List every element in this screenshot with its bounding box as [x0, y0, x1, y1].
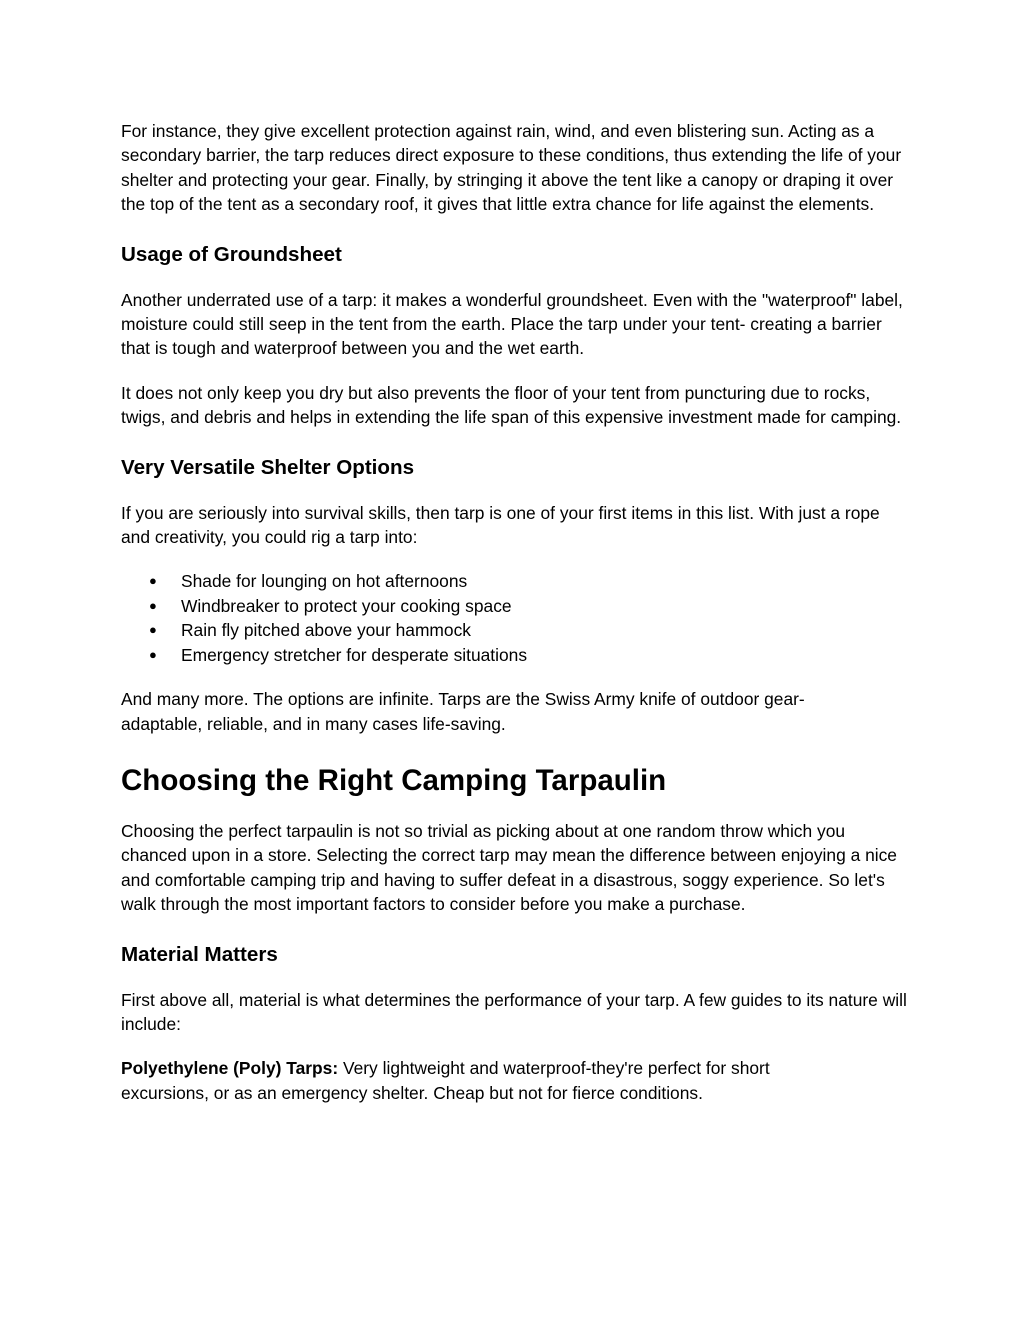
- material-paragraph: First above all, material is what determines the performance of your tarp. A few guides to its nature will include:: [121, 989, 907, 1034]
- list-item-text: Shade for lounging on hot afternoons: [181, 571, 468, 592]
- shelter-closing-paragraph: And many more. The options are infinite. Tarps are the Swiss Army knife of outdoor gear-adaptable, reliable, and in many cases life-saving.: [121, 689, 805, 734]
- poly-tarps-paragraph: [121, 1056, 841, 1105]
- bullet-icon: ●: [149, 646, 157, 662]
- document-page: [121, 119, 911, 1105]
- list-item: [121, 618, 911, 642]
- groundsheet-heading: Usage of Groundsheet: [121, 242, 342, 266]
- list-item: [121, 569, 911, 593]
- bullet-icon: ●: [149, 573, 157, 589]
- groundsheet-paragraph-2: It does not only keep you dry but also prevents the floor of your tent from puncturing due to rocks, twigs, and debris and helps in extending the life span of this expensive investment made for camping.: [121, 382, 902, 428]
- intro-paragraph: For instance, they give excellent protection against rain, wind, and even blistering sun. Acting as a secondary barrier, the tarp reduces direct exposure to these conditions, thus extending the life of your shelter and protecting your gear. Finally, by stringing it above the tent like a canopy or draping it over the top of the tent as a secondary roof, it gives that little extra chance for life against the elements.: [121, 121, 902, 215]
- choosing-paragraph: Choosing the perfect tarpaulin is not so trivial as picking about at one random throw which you chanced upon in a store. Selecting the correct tarp may mean the difference between enjoying a nice and comfortable camping trip and having to suffer defeat in a disastrous, soggy experience. So let's walk through the most important factors to consider before you make a purchase.: [121, 820, 897, 915]
- bullet-icon: ●: [149, 622, 157, 638]
- poly-tarps-text: Very lightweight and waterproof-they're perfect for short excursions, or as an emergency shelter. Cheap but not for fierce conditions.: [121, 1058, 770, 1103]
- shelter-paragraph: If you are seriously into survival skills, then tarp is one of your first items in this list. With just a rope and creativity, you could rig a tarp into:: [121, 502, 880, 548]
- list-item: [121, 643, 911, 667]
- bullet-icon: ●: [149, 597, 157, 613]
- list-item-text: Rain fly pitched above your hammock: [181, 620, 471, 641]
- choosing-heading: Choosing the Right Camping Tarpaulin: [121, 763, 667, 797]
- list-item: [121, 594, 911, 618]
- shelter-options-list: [121, 569, 911, 667]
- shelter-heading: Very Versatile Shelter Options: [121, 455, 415, 479]
- list-item-text: Emergency stretcher for desperate situations: [181, 644, 528, 665]
- material-heading: Material Matters: [121, 942, 278, 966]
- groundsheet-paragraph-1: Another underrated use of a tarp: it makes a wonderful groundsheet. Even with the "waterproof" label, moisture could still seep in the tent from the earth. Place the tarp under your tent- creating a barrier that is tough and waterproof between you and the wet earth.: [121, 289, 903, 359]
- list-item-text: Windbreaker to protect your cooking space: [181, 595, 512, 616]
- poly-tarps-label: Polyethylene (Poly) Tarps:: [121, 1058, 339, 1079]
